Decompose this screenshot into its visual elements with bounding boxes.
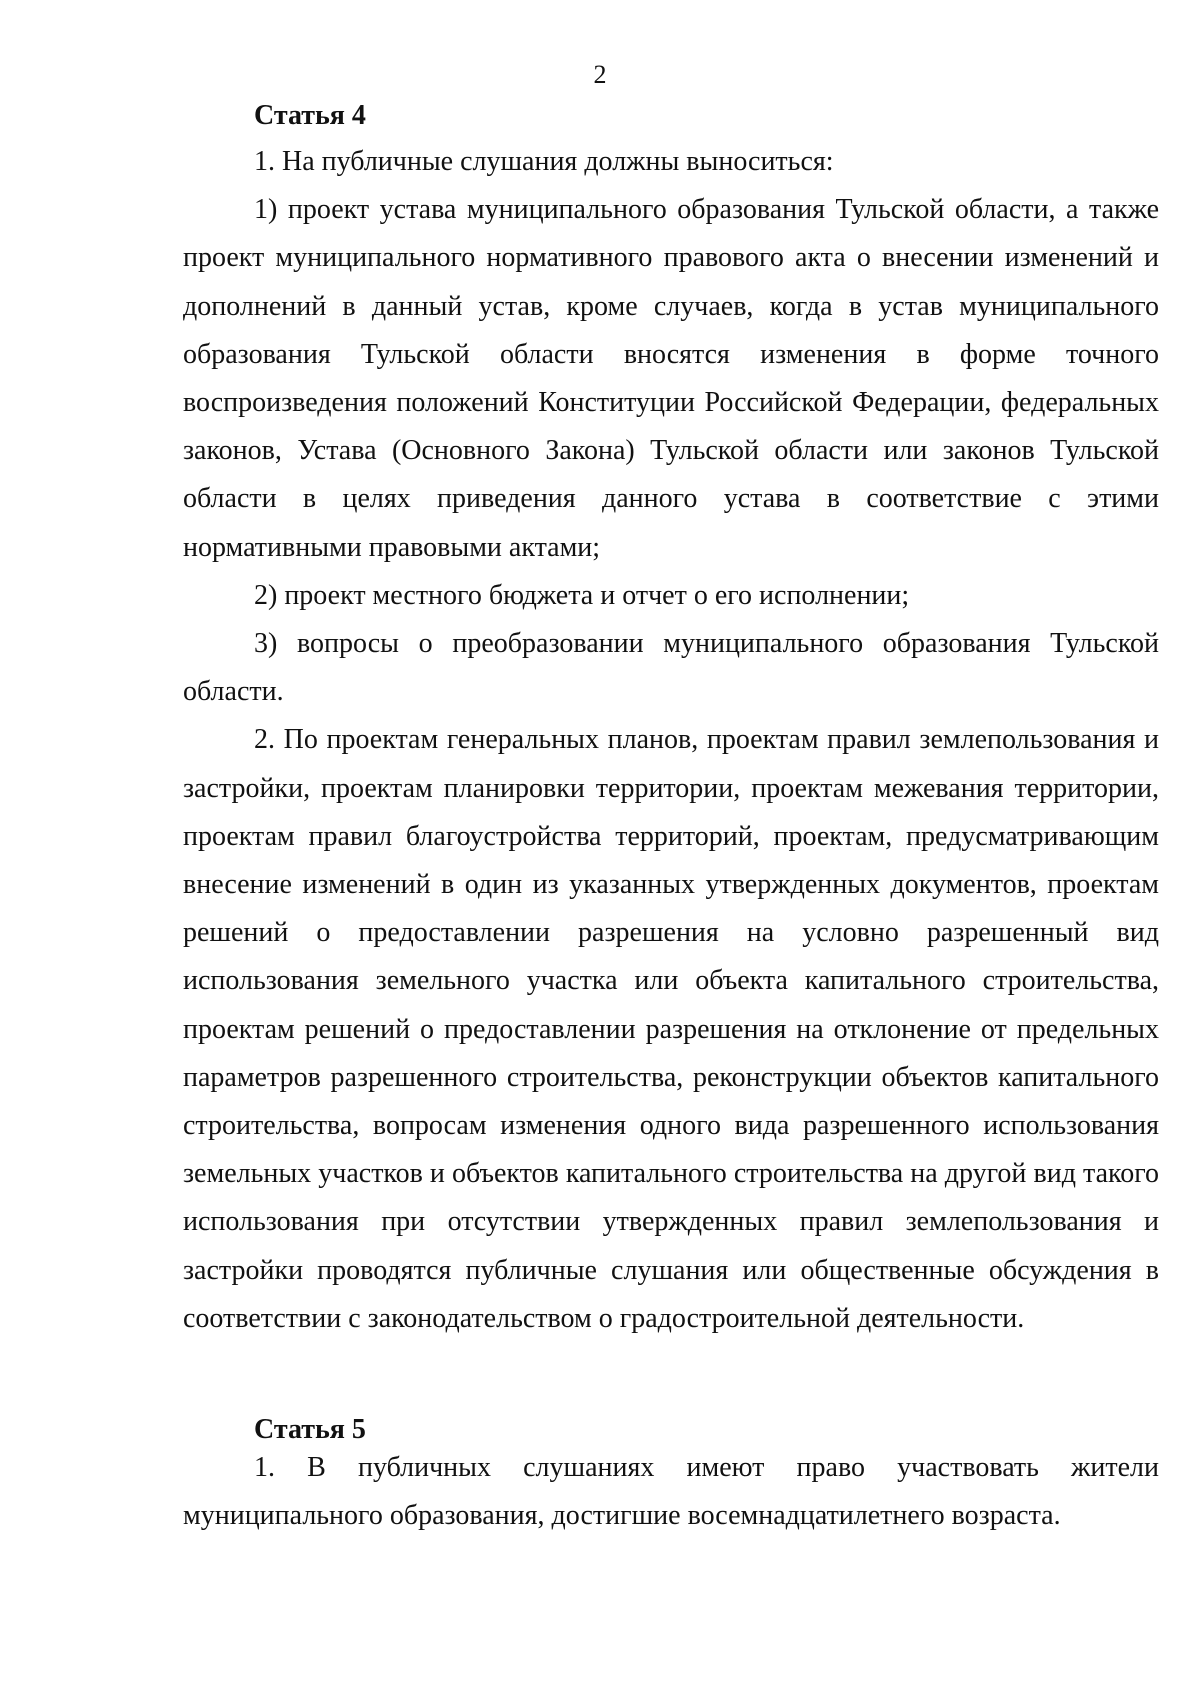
article-4-paragraph-1: 1. На публичные слушания должны выноситься: <box>254 146 834 177</box>
page-number: 2 <box>593 60 607 89</box>
article-5-body <box>183 1444 1159 1540</box>
article-4-item-2: 2) проект местного бюджета и отчет о его исполнении; <box>254 579 910 611</box>
article-5-paragraph-1: 1. В публичных слушаниях имеют право участвовать жители муниципального образования, достигшие восемнадцатилетнего возраста. <box>183 1452 1159 1532</box>
article-4-body <box>183 138 1159 1343</box>
article-4-paragraph-2: 2. По проектам генеральных планов, проектам правил землепользования и застройки, проектам планировки территории, проектам межевания территории, проектам правил благоустройства территорий, проектам, предусматривающим внесение изменений в один из указанных утвержденных документов, проектам решений о предоставлении разрешения на условно разрешенный вид использования земельного участка или объекта капитального строительства, проектам решений о предоставлении разрешения на отклонение от предельных параметров разрешенного строительства, реконструкции объектов капитального строительства, вопросам изменения одного вида разрешенного использования земельных участков и объектов капитального строительства на другой вид такого использования при отсутствии утвержденных правил землепользования и застройки проводятся публичные слушания или общественные обсуждения в соответствии с законодательством о градостроительной деятельности. <box>183 724 1159 1334</box>
article-4-item-3: 3) вопросы о преобразовании муниципального образования Тульской области. <box>183 628 1159 708</box>
article-5-heading: Статья 5 <box>254 1414 366 1445</box>
article-4-heading: Статья 4 <box>254 100 366 131</box>
article-4-item-1: 1) проект устава муниципального образования Тульской области, а также проект муниципального нормативного правового акта о внесении изменений и дополнений в данный устав, кроме случаев, когда в устав муниципального образования Тульской области вносятся изменения в форме точного воспроизведения положений Конституции Российской Федерации, федеральных законов, Устава (Основного Закона) Тульской области или законов Тульской области в целях приведения данного устава в соответствие с этими нормативными правовыми актами; <box>183 194 1159 563</box>
